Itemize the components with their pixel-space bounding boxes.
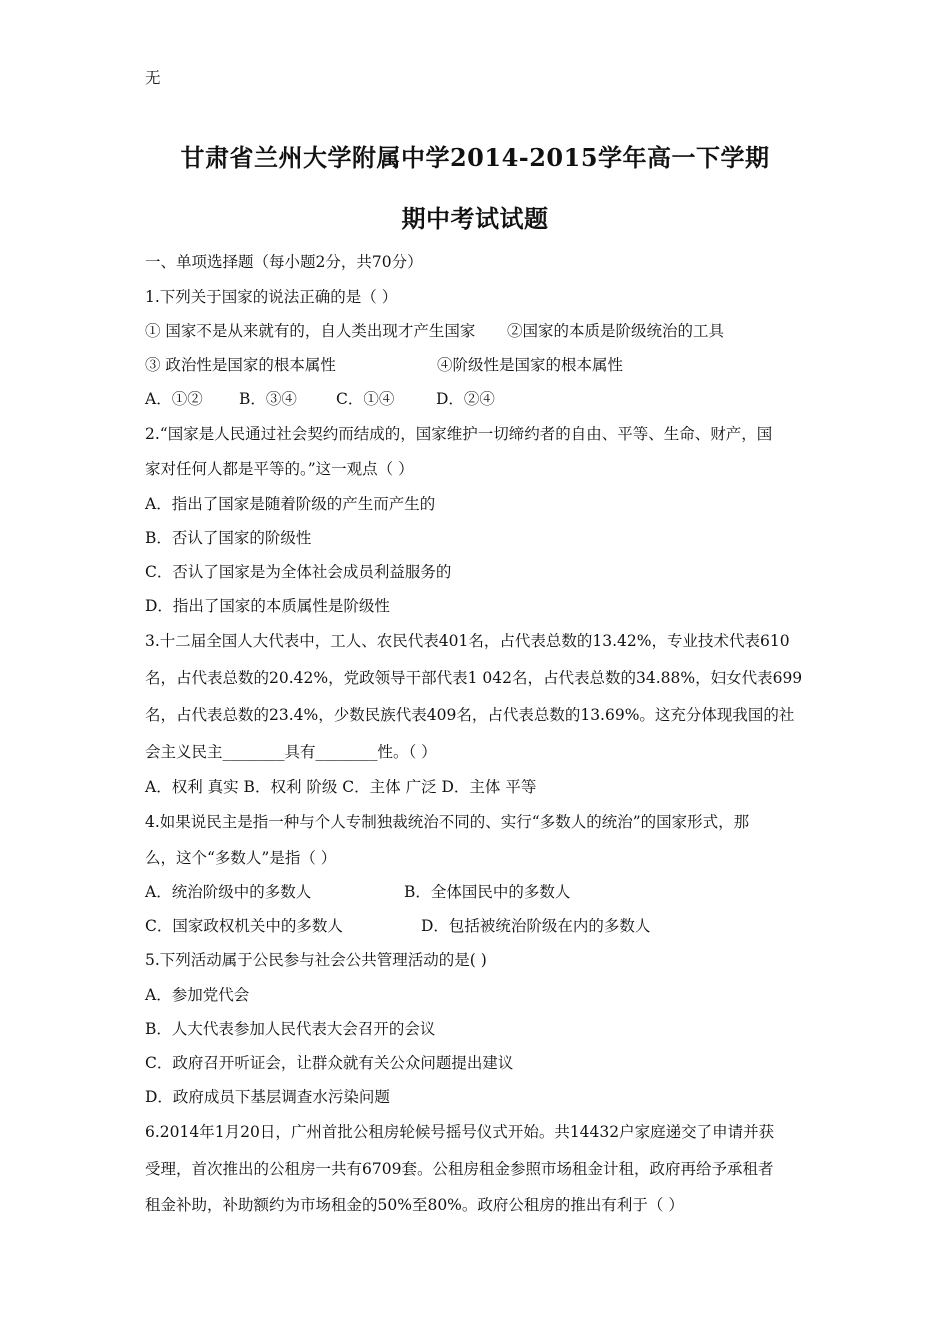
q4-option-c[interactable]: C．国家政权机关中的多数人 bbox=[145, 917, 343, 935]
q4-stem-line1: 4.如果说民主是指一种与个人专制独裁统治不同的、实行“多数人的统治”的国家形式，那 bbox=[145, 813, 750, 831]
q1-statement-2: ②国家的本质是阶级统治的工具 bbox=[507, 322, 725, 340]
q4-options-row2 bbox=[145, 916, 795, 936]
q6-stem-line3: 租金补助，补助额约为市场租金的50%至80%。政府公租房的推出有利于（ ） bbox=[145, 1196, 684, 1214]
q4-stem-line2: 么，这个“多数人”是指（ ） bbox=[145, 849, 337, 867]
q1-statement-4: ④阶级性是国家的根本属性 bbox=[437, 356, 624, 374]
q1-option-b[interactable]: B．③④ bbox=[239, 390, 297, 408]
q2-stem-line1: 2.“国家是人民通过社会契约而结成的，国家维护一切缔约者的自由、平等、生命、财产，国 bbox=[145, 425, 773, 443]
q1-statements-row1 bbox=[145, 321, 795, 341]
exam-title-line1: 甘肃省兰州大学附属中学2014-2015学年高一下学期 bbox=[180, 143, 770, 172]
q3-stem-line1: 3.十二届全国人大代表中，工人、农民代表401名，占代表总数的13.42%，专业技术代表610 bbox=[145, 632, 790, 650]
q4-option-b[interactable]: B．全体国民中的多数人 bbox=[404, 883, 571, 901]
exam-title-line2: 期中考试试题 bbox=[401, 204, 549, 233]
q5-stem: 5.下列活动属于公民参与社会公共管理活动的是( ) bbox=[145, 951, 487, 969]
q6-stem-line1: 6.2014年1月20日，广州首批公租房轮候号摇号仪式开始。共14432户家庭递交了申请并获 bbox=[145, 1123, 775, 1141]
q1-statements-row2 bbox=[145, 355, 795, 375]
q1-statement-3: ③ 政治性是国家的根本属性 bbox=[145, 356, 336, 374]
q2-stem-line2: 家对任何人都是平等的。”这一观点（ ） bbox=[145, 460, 414, 478]
q4-options-row1 bbox=[145, 882, 795, 902]
q1-stem: 1.下列关于国家的说法正确的是（ ） bbox=[145, 288, 398, 306]
header-mark: 无 bbox=[145, 69, 161, 87]
q2-option-d[interactable]: D．指出了国家的本质属性是阶级性 bbox=[145, 597, 390, 615]
q1-option-d[interactable]: D．②④ bbox=[436, 390, 495, 408]
q2-option-b[interactable]: B．否认了国家的阶级性 bbox=[145, 529, 312, 547]
q5-option-b[interactable]: B．人大代表参加人民代表大会召开的会议 bbox=[145, 1020, 436, 1038]
q5-option-c[interactable]: C．政府召开听证会，让群众就有关公众问题提出建议 bbox=[145, 1054, 514, 1072]
q1-statement-1: ① 国家不是从来就有的，自人类出现才产生国家 bbox=[145, 322, 476, 340]
q5-option-a[interactable]: A．参加党代会 bbox=[145, 986, 250, 1004]
q2-option-c[interactable]: C．否认了国家是为全体社会成员利益服务的 bbox=[145, 563, 452, 581]
q3-options[interactable]: A．权利 真实 B．权利 阶级 C．主体 广泛 D．主体 平等 bbox=[145, 778, 537, 796]
q5-option-d[interactable]: D．政府成员下基层调查水污染问题 bbox=[145, 1088, 390, 1106]
q4-option-a[interactable]: A．统治阶级中的多数人 bbox=[145, 883, 312, 901]
q1-option-c[interactable]: C．①④ bbox=[336, 390, 395, 408]
q2-option-a[interactable]: A．指出了国家是随着阶级的产生而产生的 bbox=[145, 495, 436, 513]
q6-stem-line2: 受理，首次推出的公租房一共有6709套。公租房租金参照市场租金计租，政府再给予承租者 bbox=[145, 1160, 774, 1178]
q3-stem-line4: 会主义民主________具有________性。（ ） bbox=[145, 743, 437, 761]
q3-stem-line2: 名，占代表总数的20.42%，党政领导干部代表1 042名，占代表总数的34.88%，妇女代表699 bbox=[145, 669, 803, 687]
q4-option-d[interactable]: D．包括被统治阶级在内的多数人 bbox=[421, 917, 651, 935]
section-heading: 一、单项选择题（每小题2分，共70分） bbox=[145, 253, 423, 271]
q1-option-a[interactable]: A．①② bbox=[145, 390, 203, 408]
q3-stem-line3: 名，占代表总数的23.4%，少数民族代表409名，占代表总数的13.69%。这充分体现我国的社 bbox=[145, 706, 795, 724]
